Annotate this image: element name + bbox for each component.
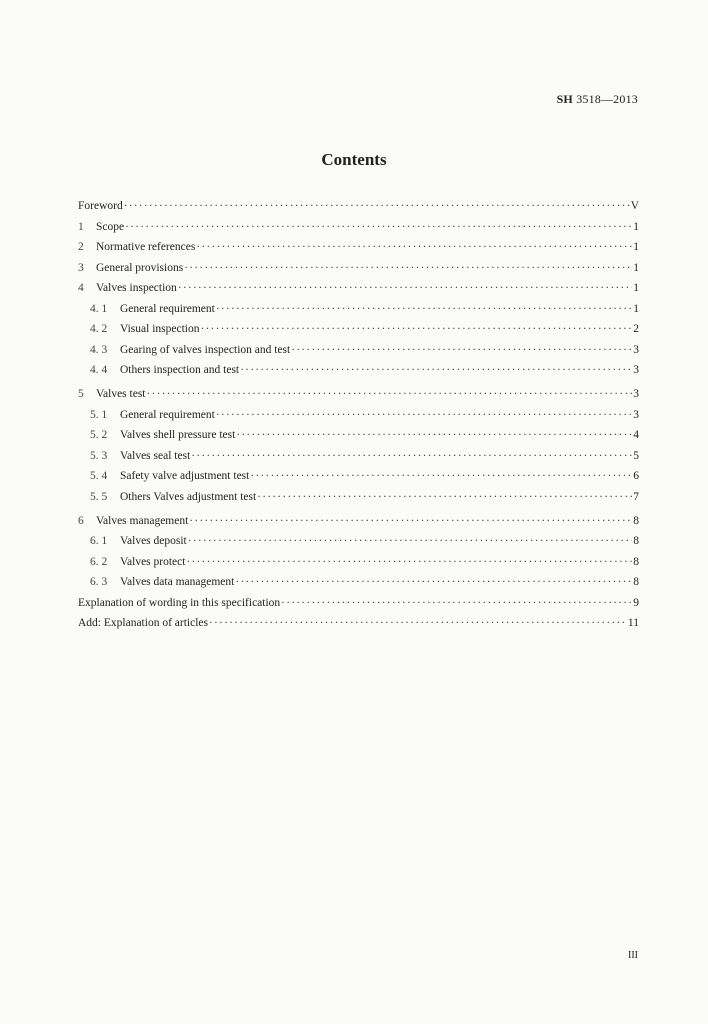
toc-entry-number: 6. 1 <box>90 535 108 547</box>
toc-entry-page: 8 <box>633 535 639 547</box>
toc-leader-dots <box>124 200 630 212</box>
toc-entry-number: 5 <box>78 388 84 400</box>
toc-entry[interactable] <box>78 262 639 283</box>
page-title: Contents <box>321 150 387 169</box>
toc-entry-title: Valves seal test <box>120 449 191 462</box>
toc-entry-title: Explanation of wording in this specification <box>78 596 281 609</box>
toc-leader-dots <box>250 470 632 482</box>
toc-entry-page: 5 <box>633 449 639 462</box>
toc-leader-dots <box>291 344 632 356</box>
toc-subentry[interactable] <box>78 556 639 577</box>
toc-entry-page: 1 <box>633 282 639 294</box>
toc-entry-page: 3 <box>633 388 639 400</box>
toc-entry-page: 7 <box>633 490 639 503</box>
toc-subentry[interactable] <box>78 450 639 471</box>
toc-entry-number: 4. 2 <box>90 323 108 335</box>
toc-entry-number: 4 <box>78 282 84 294</box>
toc-entry-number: 3 <box>78 261 84 274</box>
toc-entry-page: 3 <box>633 408 639 421</box>
table-of-contents <box>78 200 639 638</box>
standard-code-number: 3518—2013 <box>576 92 638 106</box>
toc-entry-page: V <box>630 200 639 212</box>
toc-entry-title: Valves data management <box>120 576 235 588</box>
toc-subentry[interactable] <box>78 535 639 556</box>
toc-entry-number: 5. 5 <box>90 490 108 503</box>
toc-entry-title: Others Valves adjustment test <box>120 490 257 503</box>
toc-leader-dots <box>191 450 632 462</box>
toc-entry-title: Scope <box>96 220 125 233</box>
toc-entry-title: Normative references <box>96 241 196 253</box>
toc-leader-dots <box>240 364 632 376</box>
toc-entry-page: 2 <box>633 323 639 335</box>
toc-entry-title: Safety valve adjustment test <box>120 470 250 482</box>
toc-entry-page: 4 <box>633 429 639 441</box>
toc-entry-title: Others inspection and test <box>120 364 240 376</box>
toc-leader-dots <box>216 409 632 421</box>
toc-entry-title: Add: Explanation of articles <box>78 617 208 629</box>
toc-leader-dots <box>178 282 632 294</box>
toc-leader-dots <box>184 262 632 274</box>
toc-leader-dots <box>257 491 632 503</box>
toc-leader-dots <box>216 303 632 315</box>
toc-subentry[interactable] <box>78 470 639 491</box>
toc-entry-title: General provisions <box>96 261 184 274</box>
toc-leader-dots <box>281 597 632 609</box>
toc-entry-title: General requirement <box>120 408 215 421</box>
toc-entry-title: Visual inspection <box>120 323 200 335</box>
toc-entry-number: 1 <box>78 220 84 233</box>
toc-entry-number: 4. 4 <box>90 364 108 376</box>
toc-entry-number: 4. 3 <box>90 343 108 356</box>
toc-entry-title: Valves management <box>96 514 189 527</box>
toc-subentry[interactable] <box>78 409 639 430</box>
toc-leader-dots <box>125 221 632 233</box>
toc-leader-dots <box>196 241 632 253</box>
toc-leader-dots <box>189 515 632 527</box>
toc-entry-page: 11 <box>627 617 639 629</box>
toc-entry[interactable] <box>78 221 639 242</box>
toc-entry-page: 3 <box>633 364 639 376</box>
toc-entry-title: General requirement <box>120 302 215 315</box>
toc-entry-number: 6 <box>78 514 84 527</box>
toc-entry-number: 6. 3 <box>90 576 108 588</box>
toc-leader-dots <box>186 556 632 568</box>
toc-subentry[interactable] <box>78 491 639 512</box>
toc-leader-dots <box>188 535 632 547</box>
toc-leader-dots <box>209 617 627 629</box>
toc-entry-title: Foreword <box>78 200 123 212</box>
toc-entry-number: 2 <box>78 241 84 253</box>
toc-entry[interactable] <box>78 617 639 638</box>
toc-entry[interactable] <box>78 282 639 303</box>
toc-entry[interactable] <box>78 597 639 618</box>
toc-entry-title: Valves shell pressure test <box>120 429 236 441</box>
standard-code <box>557 92 638 107</box>
toc-entry-page: 6 <box>633 470 639 482</box>
toc-subentry[interactable] <box>78 344 639 365</box>
toc-entry-page: 1 <box>633 220 639 233</box>
toc-entry-page: 3 <box>633 343 639 356</box>
toc-subentry[interactable] <box>78 323 639 344</box>
page-number: III <box>628 950 638 961</box>
standard-code-prefix: SH <box>556 92 573 106</box>
toc-entry-page: 1 <box>633 261 639 274</box>
toc-entry-number: 5. 2 <box>90 429 108 441</box>
toc-entry-page: 8 <box>633 514 639 527</box>
toc-entry[interactable] <box>78 388 639 409</box>
toc-subentry[interactable] <box>78 364 639 385</box>
toc-entry-title: Valves protect <box>120 555 186 568</box>
toc-leader-dots <box>236 429 632 441</box>
toc-entry-page: 1 <box>633 302 639 315</box>
toc-entry-number: 5. 4 <box>90 470 108 482</box>
toc-leader-dots <box>235 576 632 588</box>
toc-entry-page: 9 <box>633 596 639 609</box>
toc-entry[interactable] <box>78 515 639 536</box>
toc-subentry[interactable] <box>78 576 639 597</box>
toc-entry-number: 4. 1 <box>90 302 108 315</box>
toc-entry-number: 5. 1 <box>90 408 108 421</box>
toc-entry-title: Gearing of valves inspection and test <box>120 343 291 356</box>
toc-entry-title: Valves test <box>96 388 146 400</box>
toc-entry-number: 6. 2 <box>90 555 108 568</box>
toc-entry-page: 8 <box>633 576 639 588</box>
toc-entry-page: 8 <box>633 555 639 568</box>
toc-entry-page: 1 <box>633 241 639 253</box>
toc-entry[interactable] <box>78 200 639 221</box>
toc-subentry[interactable] <box>78 429 639 450</box>
toc-leader-dots <box>147 388 632 400</box>
toc-entry-title: Valves inspection <box>96 282 177 294</box>
toc-entry[interactable] <box>78 241 639 262</box>
toc-entry-number: 5. 3 <box>90 449 108 462</box>
toc-leader-dots <box>200 323 632 335</box>
toc-subentry[interactable] <box>78 303 639 324</box>
toc-entry-title: Valves deposit <box>120 535 187 547</box>
